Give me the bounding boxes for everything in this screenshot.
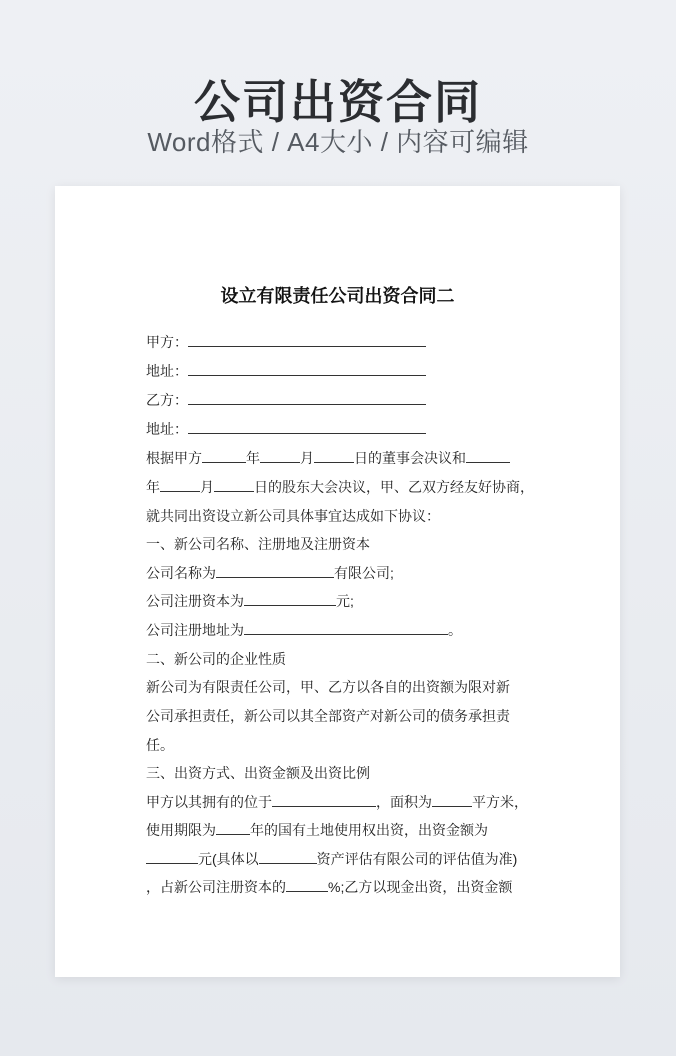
text-segment: 甲方以其拥有的位于 [146,794,272,810]
page-title: 公司出资合同 [194,76,482,128]
term-blank[interactable] [216,821,250,835]
paragraph-line [146,478,546,496]
month-blank[interactable] [260,449,300,463]
day-blank[interactable] [214,478,254,492]
paragraph-line [146,793,546,811]
document-page [55,186,620,977]
address-a-blank[interactable] [188,362,426,376]
text-segment: 公司名称为 [146,565,216,581]
text-segment: 年 [146,479,160,495]
text-segment: 月 [300,450,314,466]
address-b-blank[interactable] [188,420,426,434]
party-a-blank[interactable] [188,333,426,347]
text-segment: 公司注册地址为 [146,622,244,638]
capital-blank[interactable] [244,592,336,606]
amount-blank[interactable] [146,850,198,864]
paragraph-line [146,821,546,839]
text-segment: 使用期限为 [146,822,216,838]
paragraph-line: 公司承担责任，新公司以其全部资产对新公司的债务承担责 [146,708,510,724]
percentage-blank[interactable] [286,878,328,892]
party-b-label: 乙方： [146,392,188,408]
text-segment: ，面积为 [376,794,432,810]
address-a-label: 地址： [146,363,188,379]
paragraph-line [146,850,546,868]
party-a-label: 甲方： [146,334,188,350]
text-segment: 元(具体以 [198,851,259,867]
text-segment: 日的股东大会决议，甲、乙双方经友好协商， [254,479,534,495]
section-heading: 二、新公司的企业性质 [146,651,286,667]
party-b-blank[interactable] [188,391,426,405]
appraiser-blank[interactable] [259,850,317,864]
address-b-label: 地址： [146,421,188,437]
company-name-blank[interactable] [216,564,334,578]
day-blank[interactable] [314,449,354,463]
document-title: 设立有限责任公司出资合同二 [220,286,455,307]
text-segment: 月 [200,479,214,495]
text-segment: 年的国有土地使用权出资，出资金额为 [250,822,488,838]
paragraph-line: 就共同出资设立新公司具体事宜达成如下协议： [146,508,440,524]
party-a-line [146,333,546,351]
text-segment: ，占新公司注册资本的 [146,879,286,895]
year-blank[interactable] [466,449,510,463]
paragraph-line: 任。 [146,737,174,753]
page-subtitle: Word格式 / A4大小 / 内容可编辑 [147,127,529,157]
text-segment: 年 [246,450,260,466]
section-heading: 三、出资方式、出资金额及出资比例 [146,765,370,781]
location-blank[interactable] [272,793,376,807]
paragraph-line [146,621,546,639]
registered-address-blank[interactable] [244,621,448,635]
paragraph-line [146,449,546,467]
area-blank[interactable] [432,793,472,807]
text-segment: 根据甲方 [146,450,202,466]
paragraph-line [146,592,546,610]
text-segment: 日的董事会决议和 [354,450,466,466]
text-segment: 。 [448,622,462,638]
text-segment: %;乙方以现金出资，出资金额 [328,879,513,895]
party-b-line [146,391,546,409]
text-segment: 公司注册资本为 [146,593,244,609]
text-segment: 有限公司; [334,565,394,581]
month-blank[interactable] [160,478,200,492]
section-heading: 一、新公司名称、注册地及注册资本 [146,536,370,552]
address-b-line [146,420,546,438]
text-segment: 平方米， [472,794,528,810]
text-segment: 元; [336,593,354,609]
paragraph-line [146,878,546,896]
paragraph-line: 新公司为有限责任公司，甲、乙方以各自的出资额为限对新 [146,679,510,695]
paragraph-line [146,564,546,582]
text-segment: 资产评估有限公司的评估值为准) [316,851,518,867]
year-blank[interactable] [202,449,246,463]
address-a-line [146,362,546,380]
